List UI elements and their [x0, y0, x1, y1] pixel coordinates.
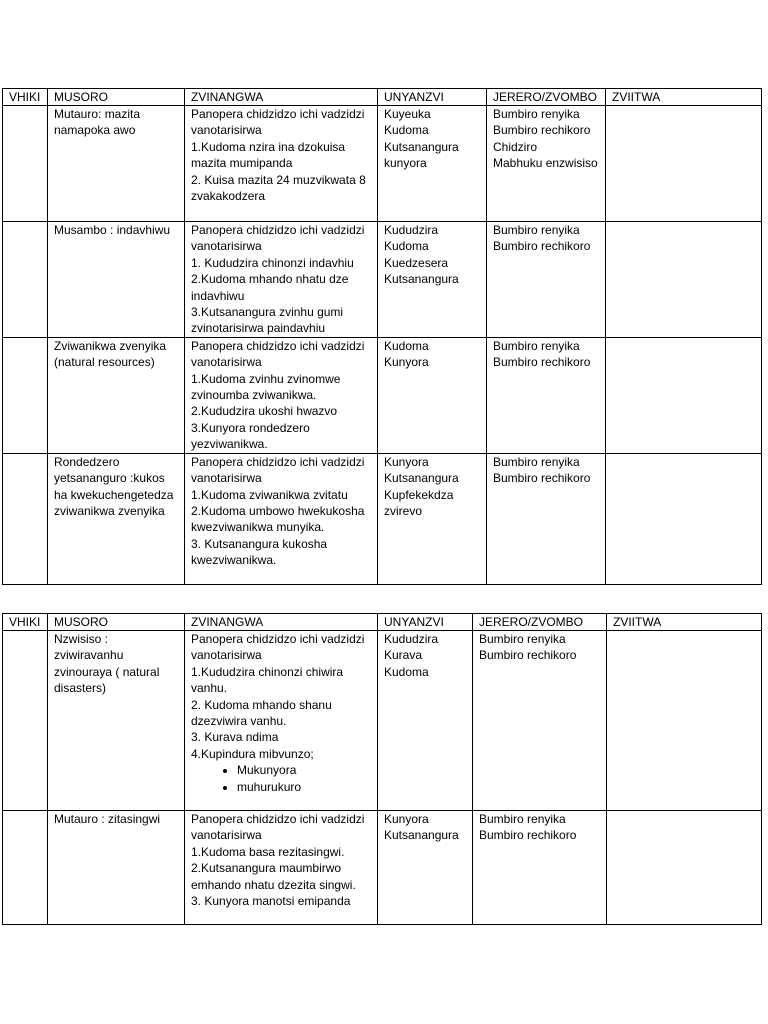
bullet-list: [191, 762, 373, 795]
header-unyanzvi: UNYANZVI: [378, 89, 487, 106]
objective-line: 3.Kutsanangura zvinhu gumi zvinotarisirwa paindavhiu: [191, 305, 344, 336]
bullet-item: • muhurukuro: [237, 779, 373, 795]
resource-item: Bumbiro rechikoro: [493, 471, 591, 486]
header-jerero: JERERO/ZVOMBO: [473, 614, 607, 631]
cell-unyanzvi: [378, 631, 473, 811]
skill-item: Kunyora: [384, 454, 429, 469]
objective-line: 2.Kutsanangura maumbirwo emhando nhatu dzezita singwi.: [191, 861, 356, 892]
skill-item: Kudoma: [384, 123, 429, 138]
skill-item: Kudoma: [384, 338, 429, 353]
resource-item: Bumbiro rechikoro: [493, 239, 591, 254]
objective-line: 2.Kududzira ukoshi hwazvo: [191, 404, 338, 419]
objective-line: 2.Kudoma mhando nhatu dze indavhiwu: [191, 272, 349, 303]
cell-vhiki: [3, 811, 48, 925]
header-vhiki: VHIKI: [3, 89, 48, 106]
table-row: [3, 811, 762, 925]
table-header-row: [3, 89, 762, 106]
cell-vhiki: [3, 631, 48, 811]
objective-line: 3. Kutsanangura kukosha kwezviwanikwa.: [191, 536, 328, 568]
cell-unyanzvi: [378, 106, 487, 222]
cell-jerero: [487, 222, 606, 338]
cell-musoro: Mutauro: mazita namapoka awo: [48, 106, 185, 222]
skill-item: Kupfekekdza zvirevo: [384, 487, 454, 518]
objective-line: Panopera chidzidzo ichi vadzidzi vanotarisirwa: [191, 632, 365, 663]
objective-line: 1. Kududzira chinonzi indavhiu: [191, 255, 354, 270]
table-header-row: [3, 614, 762, 631]
cell-zviitwa: [607, 631, 762, 811]
objective-line: Panopera chidzidzo ichi vadzidzi vanotarisirwa: [191, 338, 365, 370]
table-row: [3, 222, 762, 338]
skill-item: Kududzira: [384, 223, 439, 237]
header-zvinangwa: ZVINANGWA: [185, 89, 378, 106]
skill-item: Kudoma: [384, 664, 429, 679]
resource-item: Bumbiro renyika: [493, 107, 580, 121]
objective-line: 3. Kunyora manotsi emipanda: [191, 894, 351, 909]
cell-zviitwa: [606, 106, 762, 222]
resource-item: Bumbiro renyika: [479, 632, 566, 646]
scheme-table-2: [2, 613, 762, 925]
resource-item: Bumbiro renyika: [493, 223, 580, 237]
header-jerero: JERERO/ZVOMBO: [487, 89, 606, 106]
cell-zvinangwa: [185, 337, 378, 453]
header-musoro: MUSORO: [48, 614, 185, 631]
cell-musoro: Zviwanikwa zvenyika (natural resources): [48, 337, 185, 453]
skill-item: Kutsanangura: [384, 272, 459, 287]
objective-line: 4.Kupindura mibvunzo;: [191, 746, 314, 761]
header-vhiki: VHIKI: [3, 614, 48, 631]
resource-item: Bumbiro rechikoro: [493, 355, 591, 370]
objective-line: Panopera chidzidzo ichi vadzidzi vanotarisirwa: [191, 223, 365, 254]
resource-item: Bumbiro renyika: [493, 454, 580, 469]
resource-item: Bumbiro renyika: [493, 338, 580, 353]
cell-jerero: [473, 631, 607, 811]
header-zvinangwa: ZVINANGWA: [185, 614, 378, 631]
objective-line: 1.Kudoma zviwanikwa zvitatu: [191, 487, 348, 502]
cell-unyanzvi: [378, 453, 487, 584]
cell-zviitwa: [607, 811, 762, 925]
table-row: [3, 337, 762, 453]
table-row: [3, 106, 762, 222]
objective-line: 1.Kududzira chinonzi chiwira vanhu.: [191, 664, 344, 696]
skill-item: Kudoma: [384, 239, 429, 254]
resource-item: Bumbiro rechikoro: [479, 648, 577, 663]
objective-line: 1.Kudoma zvinhu zvinomwe zvinoumba zviwanikwa.: [191, 371, 341, 403]
header-unyanzvi: UNYANZVI: [378, 614, 473, 631]
skill-item: Kurava: [384, 648, 423, 663]
cell-vhiki: [3, 453, 48, 584]
cell-zvinangwa: [185, 106, 378, 222]
objective-line: 1.Kudoma basa rezitasingwi.: [191, 844, 345, 859]
skill-item: Kutsanangura kunyora: [384, 139, 459, 171]
cell-zvinangwa: [185, 811, 378, 925]
cell-zvinangwa: [185, 631, 378, 811]
cell-jerero: [473, 811, 607, 925]
scheme-table-1: [2, 88, 762, 585]
skill-item: Kunyora: [384, 355, 429, 370]
cell-vhiki: [3, 337, 48, 453]
cell-zviitwa: [606, 337, 762, 453]
cell-unyanzvi: [378, 337, 487, 453]
objective-line: 2.Kudoma umbowo hwekukosha kwezviwanikwa munyika.: [191, 503, 365, 535]
cell-zviitwa: [606, 453, 762, 584]
cell-musoro: Rondedzero yetsananguro :kukos ha kwekuchengetedza zviwanikwa zvenyika: [48, 453, 185, 584]
resource-item: Bumbiro rechikoro: [493, 123, 591, 138]
cell-zviitwa: [606, 222, 762, 338]
skill-item: Kutsanangura: [384, 471, 459, 486]
resource-item: Chidziro: [493, 139, 538, 154]
header-musoro: MUSORO: [48, 89, 185, 106]
header-zviitwa: ZVIITWA: [607, 614, 762, 631]
objective-line: 2. Kudoma mhando shanu dzezviwira vanhu.: [191, 697, 332, 729]
table-row: [3, 453, 762, 584]
cell-jerero: [487, 337, 606, 453]
objective-line: Panopera chidzidzo ichi vadzidzi vanotarisirwa: [191, 812, 365, 843]
objective-line: 2. Kuisa mazita 24 muzvikwata 8 zvakakodzera: [191, 172, 366, 204]
cell-unyanzvi: [378, 222, 487, 338]
bullet-item: • Mukunyora: [237, 762, 373, 778]
cell-musoro: Mutauro : zitasingwi: [48, 811, 185, 925]
skill-item: Kududzira: [384, 632, 439, 646]
cell-vhiki: [3, 106, 48, 222]
skill-item: Kuedzesera: [384, 255, 449, 270]
cell-jerero: [487, 453, 606, 584]
cell-musoro: Nzwisiso : zviwiravanhu zvinouraya ( natural disasters): [48, 631, 185, 811]
objective-line: 1.Kudoma nzira ina dzokuisa mazita mumipanda: [191, 139, 346, 171]
cell-unyanzvi: [378, 811, 473, 925]
cell-zvinangwa: [185, 453, 378, 584]
skill-item: Kuyeuka: [384, 107, 431, 121]
objective-line: Panopera chidzidzo ichi vadzidzi vanotarisirwa: [191, 454, 365, 486]
skill-item: Kutsanangura: [384, 828, 459, 843]
header-zviitwa: ZVIITWA: [606, 89, 762, 106]
cell-jerero: [487, 106, 606, 222]
objective-line: Panopera chidzidzo ichi vadzidzi vanotarisirwa: [191, 107, 365, 138]
resource-item: Bumbiro renyika: [479, 812, 566, 826]
resource-item: Bumbiro rechikoro: [479, 828, 577, 843]
cell-vhiki: [3, 222, 48, 338]
objective-line: 3.Kunyora rondedzero yezviwanikwa.: [191, 420, 310, 452]
cell-zvinangwa: [185, 222, 378, 338]
objective-line: 3. Kurava ndima: [191, 730, 279, 745]
skill-item: Kunyora: [384, 812, 429, 826]
cell-musoro: Musambo : indavhiwu: [48, 222, 185, 338]
table-row: [3, 631, 762, 811]
resource-item: Mabhuku enzwisiso: [493, 156, 598, 171]
